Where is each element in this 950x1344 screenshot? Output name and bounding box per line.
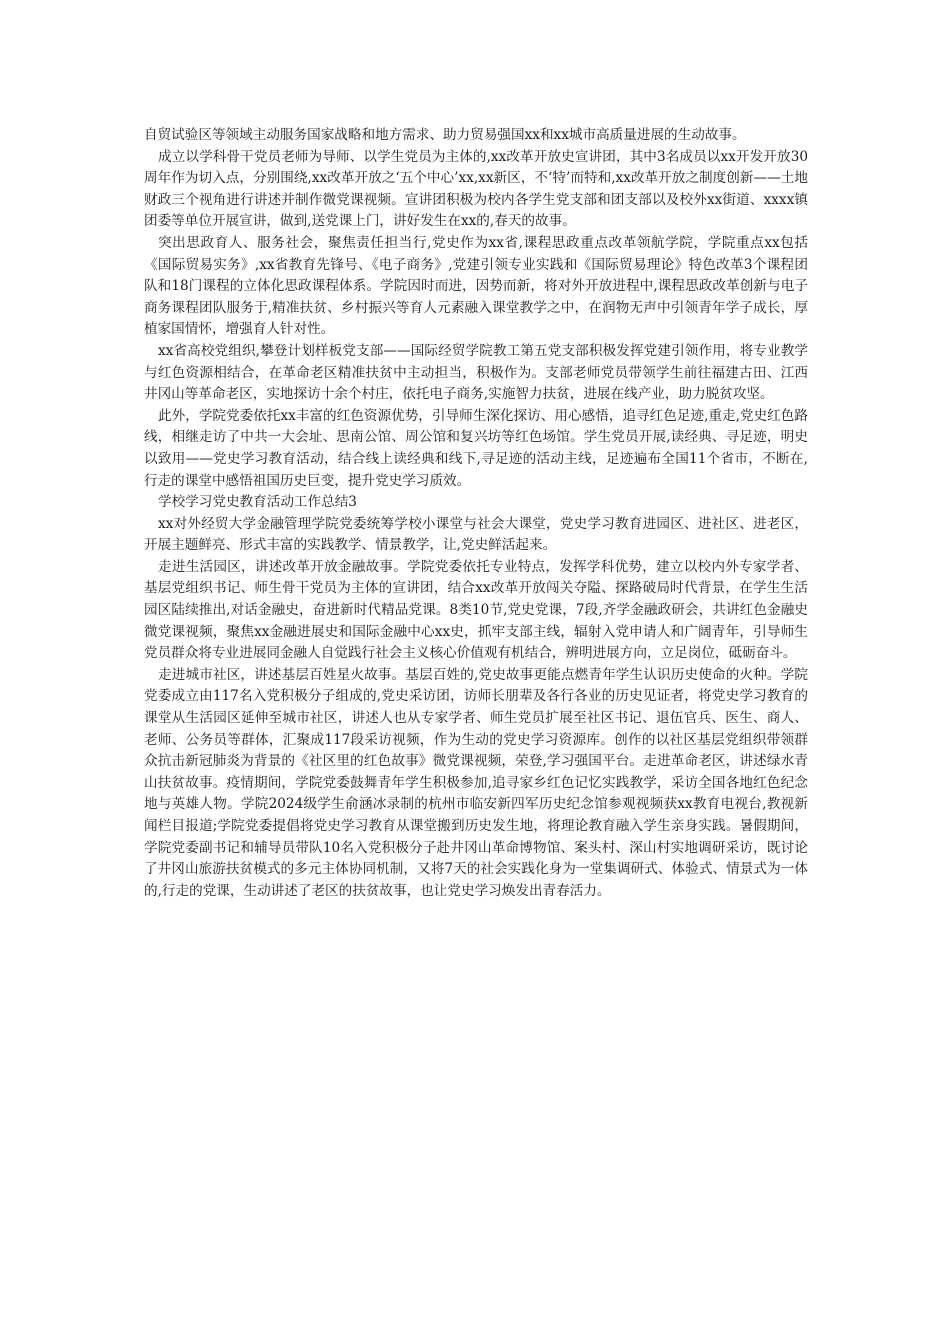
paragraph-1: 自贸试验区等领域主动服务国家战略和地方需求、助力贸易强国xx和xx城市高质量进展的生动故事。 [144,127,746,143]
paragraph-5: 此外，学院党委依托xx丰富的红色资源优势，引导师生深化探访、用心感悟，追寻红色足迹,重走,党史红色路线，相继走访了中共一大会址、思南公馆、周公馆和复兴坊等红色场馆。学生党员开展,读经典、寻足迹，明史以致用——党史学习教育活动，结合线上读经典和线下,寻足迹的活动主线，足迹遍布全国11个省市，不断在,行走的课堂中感悟祖国历史巨变，提升党史学习质效。 [144,407,808,489]
document-body [144,125,808,902]
paragraph-4: xx省高校党组织,攀登计划样板党支部——国际经贸学院教工第五党支部积极发挥党建引领作用，将专业教学与红色资源相结合，在革命老区精准扶贫中主动担当，积极作为。支部老师党员带领学生前往福建古田、江西井冈山等革命老区，实地探访十余个村庄，依托电子商务,实施智力扶贫，进展在线产业，助力脱贫攻坚。 [144,342,808,403]
paragraph-3: 突出思政育人、服务社会，聚焦责任担当行,党史作为xx省,课程思政重点改革领航学院，学院重点xx包括《国际贸易实务》,xx省教育先锋号、《电子商务》,党建引领专业实践和《国际贸易理论》特色改革3个课程团队和18门课程的立体化思政课程体系。学院因时而进，因势而新，将对外开放进程中,课程思政改革创新与电子商务课程团队服务于,精准扶贫、乡村振兴等育人元素融入课堂教学之中，在润物无声中引领青年学子成长，厚植家国情怀，增强育人针对性。 [144,234,808,338]
section-heading: 学校学习党史教育活动工作总结3 [158,494,357,511]
paragraph-7: xx对外经贸大学金融管理学院党委统筹学校小课堂与社会大课堂，党史学习教育进园区、进社区、进老区，开展主题鲜亮、形式丰富的实践教学、情景教学，让,党史鲜活起来。 [144,515,808,554]
paragraph-9: 走进城市社区，讲述基层百姓星火故事。基层百姓的,党史故事更能点燃青年学生认识历史使命的火种。学院党委成立由117名入党积极分子组成的,党史采访团，访师长朋辈及各行各业的历史见证者，将党史学习教育的课堂从生活园区延伸至城市社区，讲述人也从专家学者、师生党员扩展至社区书记、退伍官兵、医生、商人、老师、公务员等群体，汇聚成117段采访视频，作为生动的党史学习资源库。创作的以社区基层党组织带领群众抗击新冠肺炎为背景的《社区里的红色故事》微党课视频，荣登,学习强国平台。走进革命老区，讲述绿水青山扶贫故事。疫情期间，学院党委鼓舞青年学生积极参加,追寻家乡红色记忆实践教学，采访全国各地红色纪念地与英雄人物。学院2024级学生俞涵冰录制的杭州市临安新四军历史纪念馆参观视频获xx教育电视台,教视新闻栏目报道;学院党委提倡将党史学习教育从课堂搬到历史发生地，将理论教育融入学生亲身实践。暑假期间，学院党委副书记和辅导员带队10名入党积极分子赴井冈山革命博物馆、案头村、深山村实地调研采访，既讨论了井冈山旅游扶贫模式的多元主体协同机制，又将7天的社会实践化身为一堂集调研式、体验式、情景式为一体的,行走的党课，生动讲述了老区的扶贫故事，也让党史学习焕发出青春活力。 [144,666,808,899]
paragraph-2: 成立以学科骨干党员老师为导师、以学生党员为主体的,xx改革开放史宣讲团，其中3名成员以xx开发开放30周年作为切入点，分别围绕,xx改革开放之‘五个中心’xx,xx新区，不‘特’而特和,xx改革开放之制度创新——土地财政三个视角进行讲述并制作微党课视频。宣讲团积极为校内各学生党支部和团支部以及校外xx街道、xxxx镇团委等单位开展宣讲，做到,送党课上门，讲好发生在xx的,春天的故事。 [144,148,808,230]
paragraph-8: 走进生活园区，讲述改革开放金融故事。学院党委依托专业特点，发挥学科优势，建立以校内外专家学者、基层党组织书记、师生骨干党员为主体的宣讲团，结合xx改革开放闯关夺隘、探路破局时代背景，在学生生活园区陆续推出,对话金融史，奋进新时代精品党课。8类10节,党史党课，7段,齐学金融政研会，共讲红色金融史微党课视频，聚焦xx金融进展史和国际金融中心xx史，抓牢支部主线，辐射入党申请人和广阔青年，引导师生党员群众将专业进展同金融人自觉践行社会主义核心价值观有机结合，辨明进展方向，立足岗位，砥砺奋斗。 [144,558,808,662]
